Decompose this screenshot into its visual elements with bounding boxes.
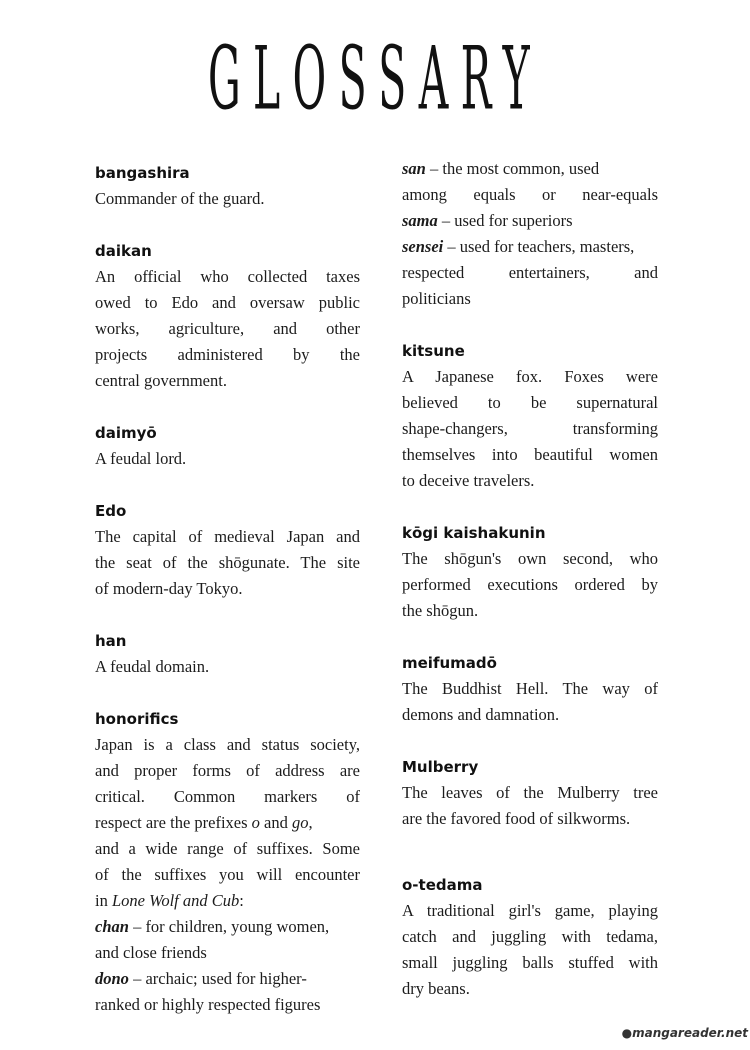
text-run: – the most common, used bbox=[425, 159, 600, 178]
definition-line: dry beans. bbox=[402, 979, 470, 998]
book-title: Lone Wolf and Cub bbox=[111, 891, 240, 910]
definition-line: among equals or near-equals bbox=[402, 185, 658, 204]
definition-line: believed to be supernatural bbox=[402, 393, 658, 412]
text-run: – used for superiors bbox=[437, 211, 573, 230]
definition-line: performed executions ordered by bbox=[402, 575, 658, 594]
definition-line: demons and damnation. bbox=[402, 705, 560, 724]
definition-line: politicians bbox=[402, 289, 471, 308]
site-watermark bbox=[622, 1026, 748, 1040]
definition-line: A Japanese fox. Foxes were bbox=[402, 367, 658, 386]
entry-kogi-kaishakunin bbox=[402, 520, 658, 624]
definition-line: small juggling balls stuffed with bbox=[402, 953, 658, 972]
text-run: respect are the prefixes bbox=[95, 813, 252, 832]
entry-edo bbox=[95, 498, 360, 602]
entry-honorifics bbox=[95, 706, 360, 1018]
definition-line: The shōgun's own second, who bbox=[402, 549, 658, 568]
term-edo: Edo bbox=[95, 502, 127, 520]
prefix-o: o bbox=[251, 813, 260, 832]
definition-line: An official who collected taxes bbox=[95, 267, 360, 286]
definition-line bbox=[95, 810, 360, 836]
suffix-dono-line bbox=[95, 966, 360, 992]
definition-line: of the suffixes you will encounter bbox=[95, 865, 360, 884]
text-run: : bbox=[239, 891, 244, 910]
definition-line: Commander of the guard. bbox=[95, 189, 265, 208]
text-run: and bbox=[259, 813, 292, 832]
term-daimyo: daimyō bbox=[95, 424, 157, 442]
term-han: han bbox=[95, 632, 127, 650]
text-run: – archaic; used for higher- bbox=[128, 969, 307, 988]
term-daikan: daikan bbox=[95, 242, 152, 260]
entry-kitsune bbox=[402, 338, 658, 494]
definition-line: shape-changers, transforming bbox=[402, 419, 658, 438]
text-run: – for children, young women, bbox=[128, 917, 330, 936]
definition-line: projects administered by the bbox=[95, 345, 360, 364]
definition-line: central government. bbox=[95, 371, 227, 390]
entry-meifumado bbox=[402, 650, 658, 728]
prefix-go: go bbox=[292, 813, 309, 832]
text-run: – used for teachers, masters, bbox=[443, 237, 635, 256]
entry-o-tedama bbox=[402, 872, 658, 1002]
definition-line: The Buddhist Hell. The way of bbox=[402, 679, 658, 698]
suffix-sensei-line bbox=[402, 234, 658, 260]
definition-line: Japan is a class and status society, bbox=[95, 735, 360, 754]
term-meifumado: meifumadō bbox=[402, 654, 497, 672]
term-mulberry: Mulberry bbox=[402, 758, 479, 776]
definition-line: critical. Common markers of bbox=[95, 787, 360, 806]
term-honorifics: honorifics bbox=[95, 710, 179, 728]
suffix-chan-line bbox=[95, 914, 360, 940]
entry-bangashira bbox=[95, 160, 360, 212]
entry-daimyo bbox=[95, 420, 360, 472]
suffix-san-line bbox=[402, 156, 658, 182]
definition-line: works, agriculture, and other bbox=[95, 319, 360, 338]
definition-line: to deceive travelers. bbox=[402, 471, 535, 490]
entry-han bbox=[95, 628, 360, 680]
definition-line: The capital of medieval Japan and bbox=[95, 527, 360, 546]
suffix-chan: chan bbox=[95, 917, 129, 936]
definition-line: of modern-day Tokyo. bbox=[95, 579, 243, 598]
definition-line: themselves into beautiful women bbox=[402, 445, 658, 464]
definition-line: and proper forms of address are bbox=[95, 761, 360, 780]
definition-line: The leaves of the Mulberry tree bbox=[402, 783, 658, 802]
suffix-sama-line bbox=[402, 208, 658, 234]
suffix-dono: dono bbox=[95, 969, 129, 988]
entry-mulberry bbox=[402, 754, 658, 832]
definition-line: respected entertainers, and bbox=[402, 263, 658, 282]
term-kogi-kaishakunin: kōgi kaishakunin bbox=[402, 524, 546, 542]
glossary-column-left bbox=[95, 160, 360, 1018]
watermark-text: mangareader.net bbox=[632, 1026, 748, 1040]
definition-line bbox=[95, 888, 360, 914]
definition-line: A feudal lord. bbox=[95, 449, 187, 468]
text-run: , bbox=[308, 813, 313, 832]
suffix-sensei: sensei bbox=[402, 237, 444, 256]
term-kitsune: kitsune bbox=[402, 342, 465, 360]
term-o-tedama: o-tedama bbox=[402, 876, 483, 894]
entry-honorifics-continued bbox=[402, 156, 658, 312]
entry-daikan bbox=[95, 238, 360, 394]
definition-line: owed to Edo and oversaw public bbox=[95, 293, 360, 312]
text-run: in bbox=[95, 891, 112, 910]
definition-line: the seat of the shōgunate. The site bbox=[95, 553, 360, 572]
definition-line: A feudal domain. bbox=[95, 657, 210, 676]
suffix-sama: sama bbox=[402, 211, 438, 230]
glossary-column-right bbox=[402, 156, 658, 1002]
definition-line: the shōgun. bbox=[402, 601, 479, 620]
suffix-san: san bbox=[402, 159, 426, 178]
page-title: GLOSSARY bbox=[207, 28, 543, 130]
definition-line: A traditional girl's game, playing bbox=[402, 901, 658, 920]
definition-line: and close friends bbox=[95, 943, 207, 962]
blob-icon: ● bbox=[621, 1026, 633, 1040]
definition-line: ranked or highly respected figures bbox=[95, 995, 321, 1014]
definition-line: are the favored food of silkworms. bbox=[402, 809, 631, 828]
definition-line: catch and juggling with tedama, bbox=[402, 927, 658, 946]
term-bangashira: bangashira bbox=[95, 164, 190, 182]
definition-line: and a wide range of suffixes. Some bbox=[95, 839, 360, 858]
